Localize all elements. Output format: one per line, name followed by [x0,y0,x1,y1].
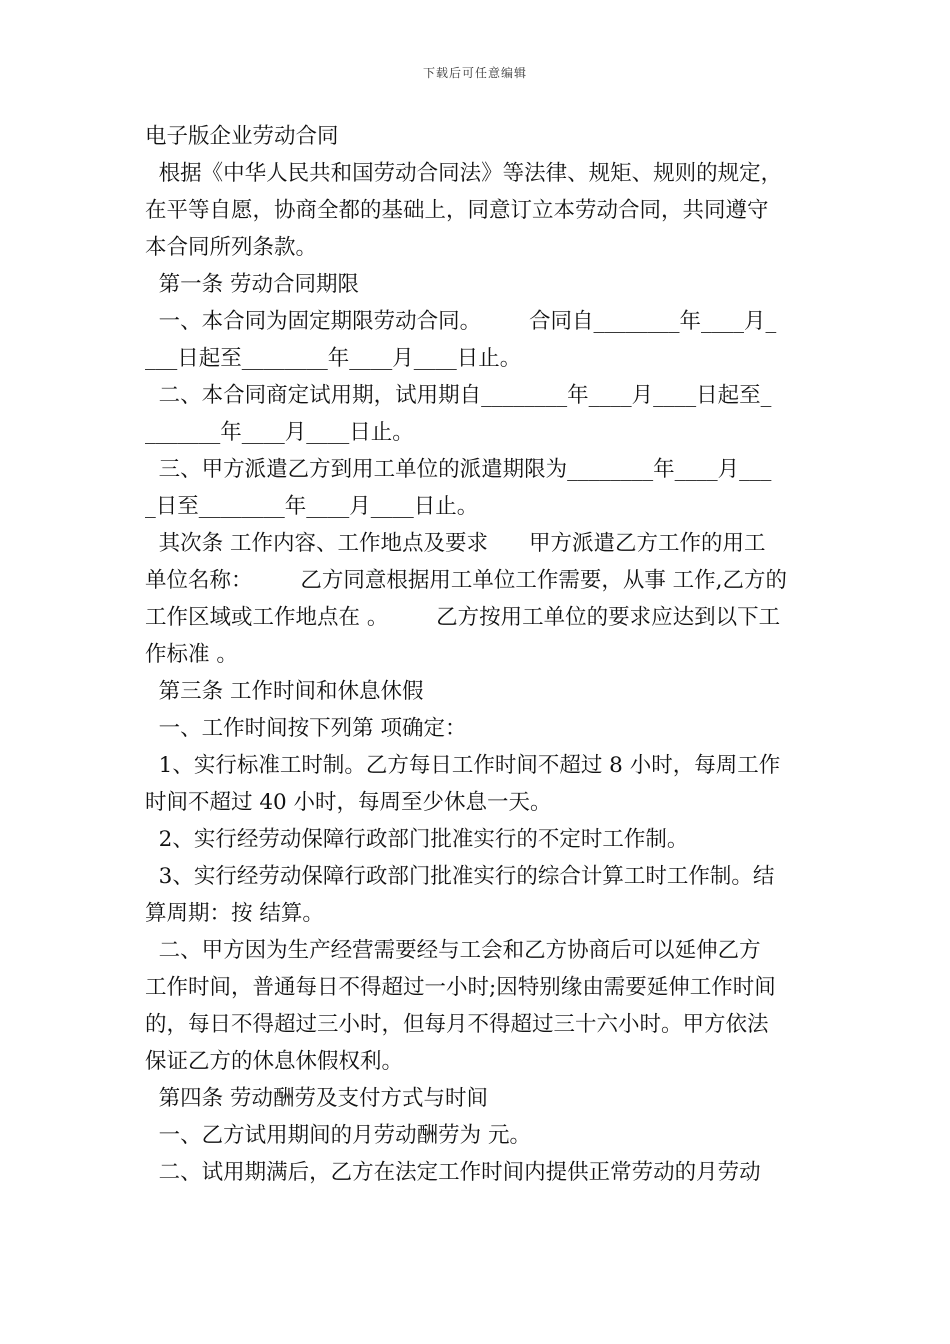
text-line: _______年____月____日止。 [145,420,414,445]
text-line: _日至________年____月____日止。 [145,494,479,519]
text-line: 1、实行标准工时制。乙方每日工作时间不超过 8 小时，每周工作 [145,753,781,778]
text-line: 2、实行经劳动保障行政部门批准实行的不定时工作制。 [145,827,689,852]
text-line: 本合同所列条款。 [145,235,318,260]
text-line: 作标准 。 [145,642,238,667]
section-heading: 第一条 劳动合同期限 [145,272,360,297]
section-heading: 其次条 工作内容、工作地点及要求 甲方派遣乙方工作的用工 [145,531,766,556]
text-line: 算周期：按 结算。 [145,901,324,926]
text-line: 工作区域或工作地点在 。 乙方按用工单位的要求应达到以下工 [145,605,781,630]
text-line: 单位名称： 乙方同意根据用工单位工作需要，从事 工作,乙方的 [145,568,788,593]
text-line: 二、本合同商定试用期，试用期自________年____月____日起至_ [145,383,772,408]
text-line: 二、试用期满后，乙方在法定工作时间内提供正常劳动的月劳动 [145,1160,761,1185]
text-line: 在平等自愿，协商全都的基础上，同意订立本劳动合同，共同遵守 [145,198,769,223]
page-header-note: 下载后可任意编辑 [422,66,527,80]
section-heading: 第四条 劳动酬劳及支付方式与时间 [145,1086,489,1111]
text-line: 保证乙方的休息休假权利。 [145,1049,404,1074]
text-line: 时间不超过 40 小时，每周至少休息一天。 [145,790,552,815]
text-line: 二、甲方因为生产经营需要经与工会和乙方协商后可以延伸乙方 [145,938,761,963]
text-line: ___日起至________年____月____日止。 [145,346,522,371]
text-line: 的，每日不得超过三小时，但每月不得超过三十六小时。甲方依法 [145,1012,769,1037]
text-line: 一、本合同为固定期限劳动合同。 合同自________年____月_ [145,309,777,334]
text-line: 一、工作时间按下列第 项确定： [145,716,467,741]
text-line: 3、实行经劳动保障行政部门批准实行的综合计算工时工作制。结 [145,864,775,889]
text-line: 根据《中华人民共和国劳动合同法》等法律、规矩、规则的规定， [145,161,783,186]
document-body [145,118,845,1191]
document-title: 电子版企业劳动合同 [145,124,339,149]
section-heading: 第三条 工作时间和休息休假 [145,679,424,704]
text-line: 一、乙方试用期间的月劳动酬劳为 元。 [145,1123,532,1148]
text-line: 工作时间，普通每日不得超过一小时;因特别缘由需要延伸工作时间 [145,975,776,1000]
text-line: 三、甲方派遣乙方到用工单位的派遣期限为________年____月___ [145,457,772,482]
